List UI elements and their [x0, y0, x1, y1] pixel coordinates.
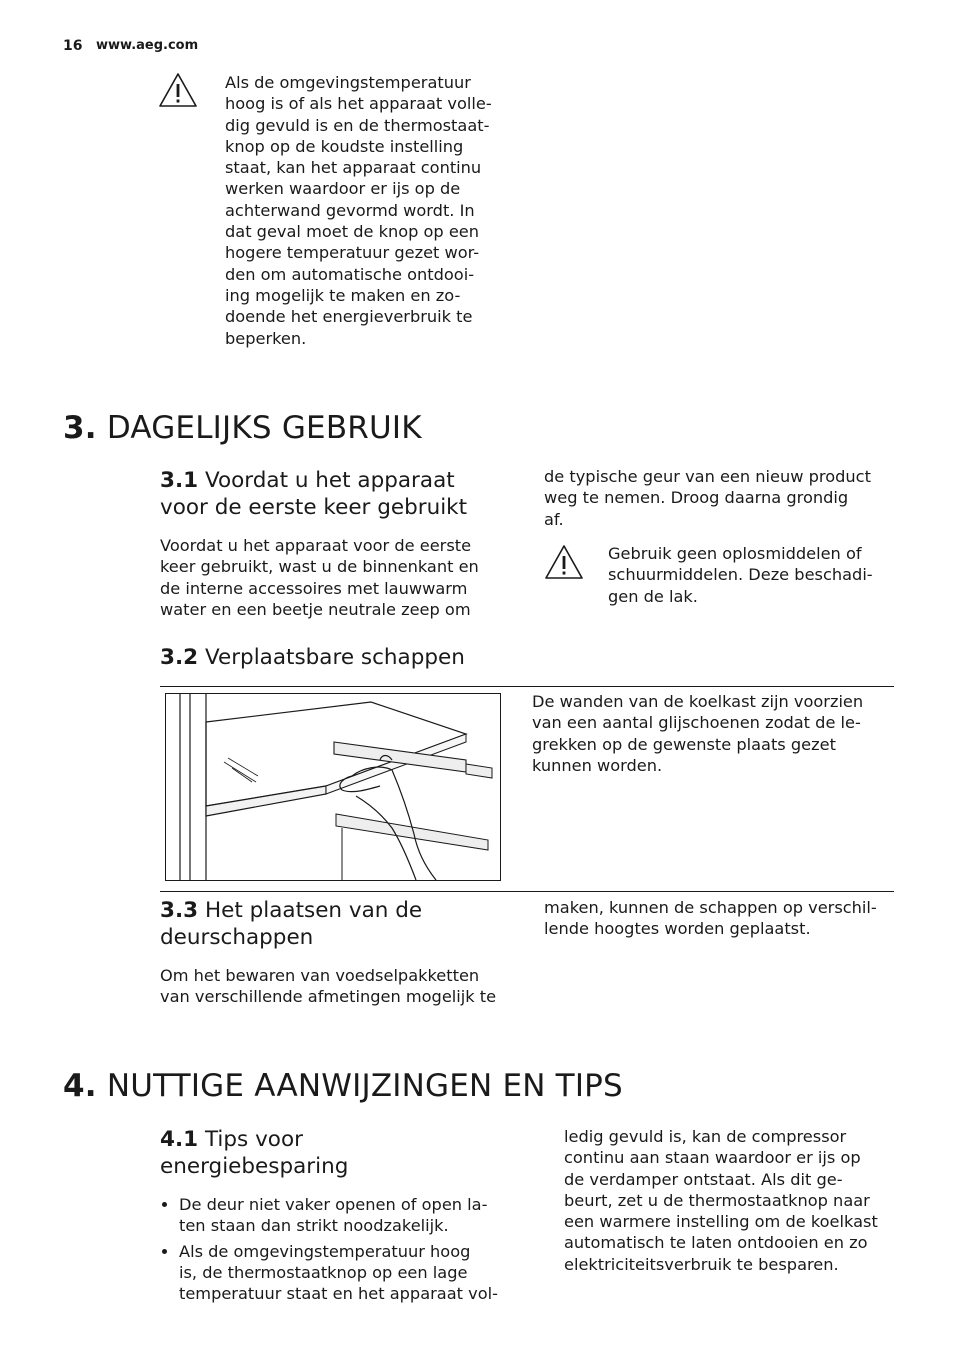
subsection-3-3-heading: 3.3 Het plaatsen van de deurschappen [160, 898, 423, 950]
page-number: 16 [63, 38, 83, 54]
subsection-3-1-text-right: de typische geur van een nieuw product weg te nemen. Droog daarna grondig af. [544, 467, 871, 529]
shelf-illustration [165, 693, 501, 881]
tips-list [160, 1194, 520, 1308]
subsection-3-3-text-right: maken, kunnen de schappen op verschil- lende hoogtes worden geplaatst. [544, 898, 877, 939]
subsection-4-1-text-right: ledig gevuld is, kan de compressor continu aan staan waardoor er ijs op de verdamper ontstaat. Als dit ge- beurt, zet u de thermostaatknop naar een warmere instelling om de koelkast automatisch te laten ontdooien en zo elektriciteitsverbruik te besparen. [564, 1127, 878, 1274]
subsection-3-2-text: De wanden van de koelkast zijn voorzien van een aantal glijschoenen zodat de le- grekken op de gewenste plaats gezet kunnen worden. [532, 692, 864, 775]
warning-triangle-icon [544, 544, 584, 580]
section-4-heading: 4. NUTTIGE AANWIJZINGEN EN TIPS [63, 1068, 623, 1104]
subsection-3-2-heading: 3.2 Verplaatsbare schappen [160, 645, 465, 670]
divider-top [160, 686, 894, 687]
warning-triangle-icon [158, 72, 198, 108]
header-url: www.aeg.com [96, 38, 199, 53]
subsection-3-3-text-left: Om het bewaren van voedselpakketten van verschillende afmetingen mogelijk te [160, 966, 497, 1007]
divider-bottom [160, 891, 894, 892]
subsection-3-1-warning-text: Gebruik geen oplosmiddelen of schuurmiddelen. Deze beschadi- gen de lak. [608, 544, 873, 606]
intro-warning-text: Als de omgevingstemperatuur hoog is of als het apparaat volle- dig gevuld is en de thermostaat- knop op de koudste instelling staat, kan het apparaat continu werken waardoor er ijs op de achterwand gevormd wordt. In dat geval moet de knop op een hogere temperatuur gezet wor- den om automatische ontdooi- ing mogelijk te maken en zo- doende het energieverbruik te beperken. [225, 73, 492, 348]
list-item: Als de omgevingstemperatuur hoog is, de thermostaatknop op een lage temperatuur staat en het apparaat vol- [160, 1241, 520, 1305]
section-3-heading: 3. DAGELIJKS GEBRUIK [63, 410, 422, 446]
list-item: De deur niet vaker openen of open la- ten staan dan strikt noodzakelijk. [160, 1194, 520, 1237]
subsection-3-1-text-left: Voordat u het apparaat voor de eerste keer gebruikt, wast u de binnenkant en de interne accessoires met lauwwarm water en een beetje neutrale zeep om [160, 536, 479, 619]
subsection-4-1-heading: 4.1 Tips voor energiebesparing [160, 1127, 349, 1179]
subsection-3-1-heading: 3.1 Voordat u het apparaat voor de eerste keer gebruikt [160, 468, 468, 520]
